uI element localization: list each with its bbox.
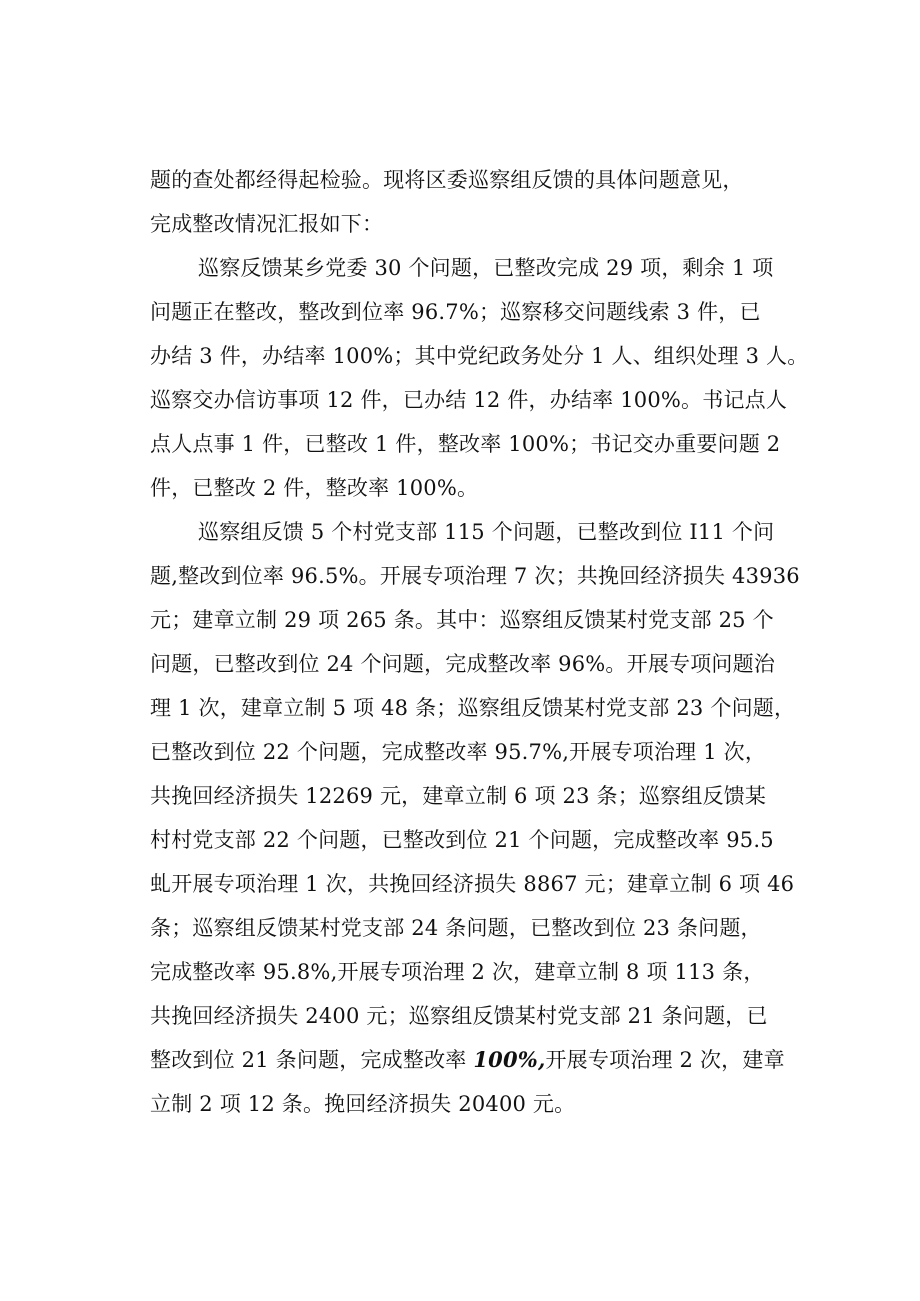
text-line: 题的查处都经得起检验。现将区委巡察组反馈的具体问题意见， [150,168,744,192]
text-line: 点人点事 1 件，已整改 1 件，整改率 100%；书记交办重要问题 2 [150,432,781,456]
emphasis-text: 100%, [473,1047,546,1072]
text-line: 问题，已整改到位 24 个问题，完成整改率 96%。开展专项问题治 [150,652,776,676]
text-segment: 整改到位 21 条问题，完成整改率 [150,1048,474,1072]
text-line: 巡察组反馈 5 个村党支部 115 个问题，已整改到位 I11 个问 [198,520,775,544]
text-line: 完成整改率 95.8%,开展专项治理 2 次，建章立制 8 项 113 条， [150,960,765,984]
text-line: 完成整改情况汇报如下： [150,212,384,236]
text-line: 村村党支部 22 个问题，已整改到位 21 个问题，完成整改率 95.5 [150,828,774,852]
text-line: 条；巡察组反馈某村党支部 24 条问题，已整改到位 23 条问题， [150,916,762,940]
text-line: 共挽回经济损失 2400 元；巡察组反馈某村党支部 21 条问题，已 [150,1004,768,1028]
text-line: 件，已整改 2 件，整改率 100%。 [150,476,479,500]
text-segment: 开展专项治理 2 次，建章 [545,1048,785,1072]
text-line: 虬开展专项治理 1 次，共挽回经济损失 8867 元；建章立制 6 项 46 [150,872,795,896]
text-line: 立制 2 项 12 条。挽回经济损失 20400 元。 [150,1092,576,1116]
text-line: 巡察反馈某乡党委 30 个问题，已整改完成 29 项，剩余 1 项 [198,256,774,280]
text-line [150,1045,785,1075]
text-line: 理 1 次，建章立制 5 项 48 条；巡察组反馈某村党支部 23 个问题， [150,696,796,720]
text-line: 题,整改到位率 96.5%。开展专项治理 7 次；共挽回经济损失 43936 [150,564,800,588]
text-line: 元；建章立制 29 项 265 条。其中：巡察组反馈某村党支部 25 个 [150,608,774,632]
text-line: 巡察交办信访事项 12 件，已办结 12 件，办结率 100%。书记点人 [150,388,788,412]
text-line: 共挽回经济损失 12269 元，建章立制 6 项 23 条；巡察组反馈某 [150,784,767,808]
text-line: 问题正在整改，整改到位率 96.7%；巡察移交问题线索 3 件，已 [150,300,761,324]
text-line: 办结 3 件，办结率 100%；其中党纪政务处分 1 人、组织处理 3 人。 [150,344,809,368]
text-line: 已整改到位 22 个问题，完成整改率 95.7%,开展专项治理 1 次， [150,740,767,764]
